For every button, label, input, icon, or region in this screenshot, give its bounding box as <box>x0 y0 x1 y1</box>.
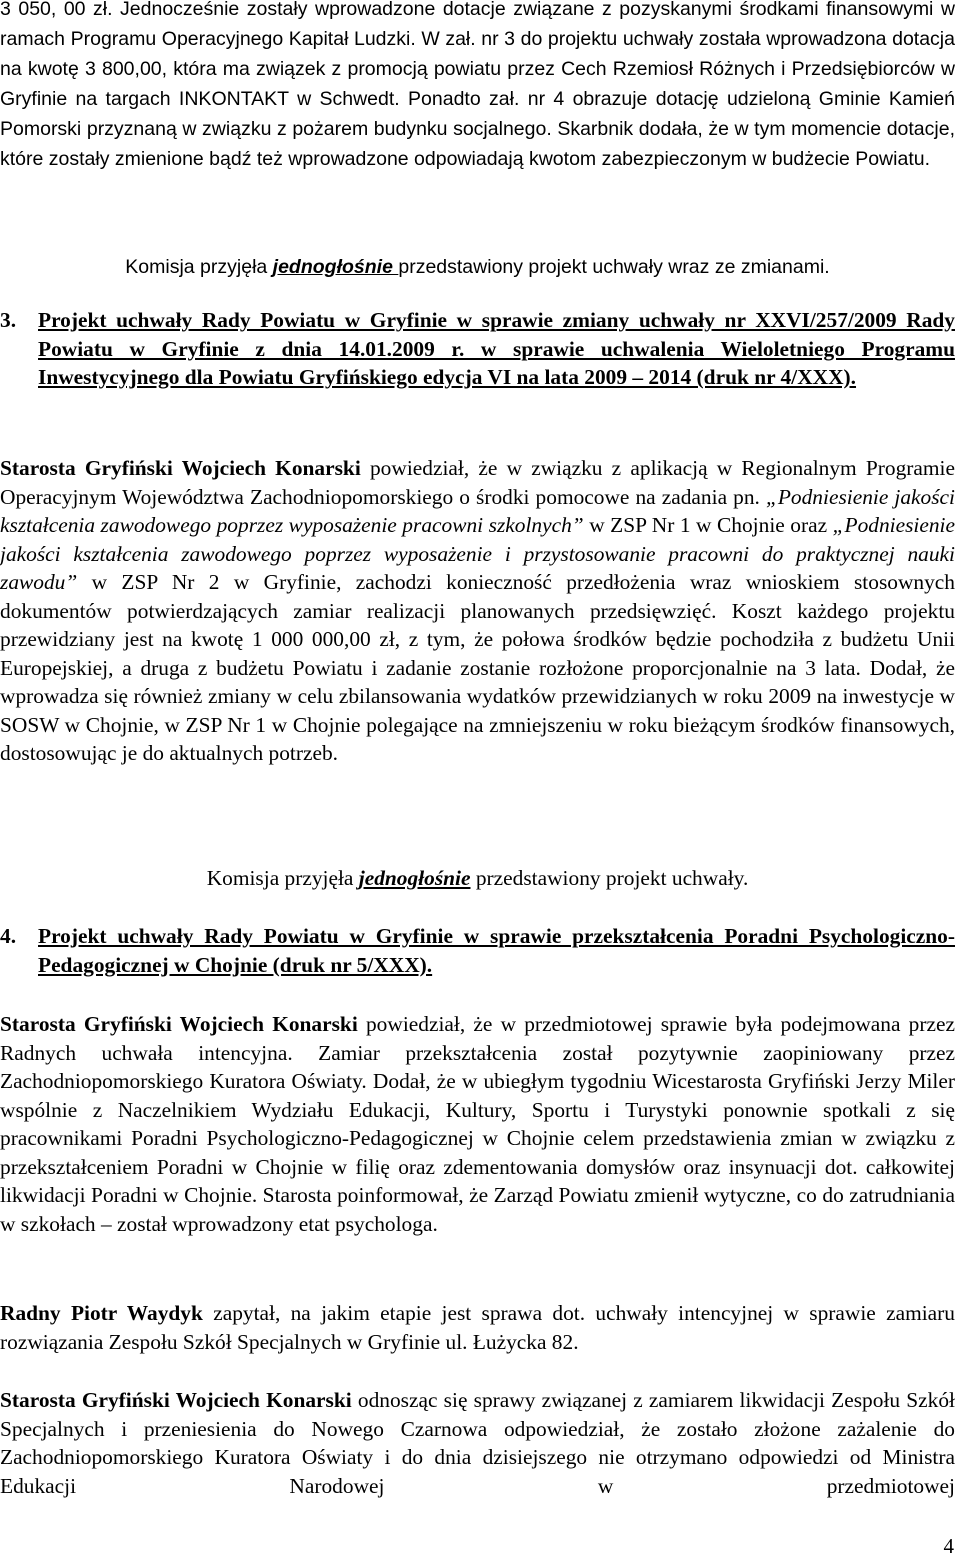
paragraph-text: zapytał, na jakim etapie jest sprawa dot. uchwały intencyjnej w sprawie zamiaru rozwiązania Zespołu Szkół Specjalnych w Gryfinie ul. Łużycka 82. <box>0 1301 955 1354</box>
paragraph-text: powiedział, że w związku z aplikacją w Regionalnym Programie Operacyjnym Województwa Zachodniopomorskiego o środki pomocowe na zadania pn. <box>0 456 955 509</box>
paragraph-budget-dotations <box>0 0 955 174</box>
page-number: 4 <box>943 1534 954 1558</box>
project-title-2: „Podniesienie jakości kształcenia zawodowego poprzez wyposażenie i przystosowanie pracowni do praktycznej nauki zawodu” <box>0 513 955 594</box>
paragraph-text: powiedział, że w przedmiotowej sprawie była podejmowana przez Radnych uchwała intencyjna. Zamiar przekształcenia został pozytywnie zaopiniowany przez Zachodniopomorskiego Kuratora Oświaty. Dodał, że w ubiegłym tygodniu Wicestarosta Gryfiński Jerzy Miler wspólnie z Naczelnikiem Wydziału Edukacji, Kultury, Sportu i Turystyki ponownie spotkali z się pracownikami Poradni Psychologiczno-Pedagogicznej w Chojnie celem przedstawienia zmian w związku z przekształceniem Poradni w Chojnie w filię oraz zdementowania domysłów oraz insynuacji dot. całkowitej likwidacji Poradni w Chojnie. Starosta poinformował, że Zarząd Powiatu zmienił wytyczne, co do zatrudniania w szkołach – został wprowadzony etat psychologa. <box>0 1012 955 1236</box>
vote-text-after: przedstawiony projekt uchwały wraz ze zmianami. <box>398 256 830 278</box>
paragraph-text: w ZSP Nr 1 w Chojnie oraz <box>583 513 833 537</box>
item-heading: Projekt uchwały Rady Powiatu w Gryfinie w sprawie zmiany uchwały nr XXVI/257/2009 Rady Powiatu w Gryfinie z dnia 14.01.2009 r. w sprawie uchwalenia Wieloletniego Programu Inwestycyjnego dla Powiatu Gryfińskiego edycja VI na lata 2009 – 2014 (druk nr 4/XXX). <box>38 308 955 389</box>
speaker-name: Starosta Gryfiński Wojciech Konarski <box>0 456 361 480</box>
speaker-name: Starosta Gryfiński Wojciech Konarski <box>0 1388 352 1412</box>
speaker-name: Radny Piotr Waydyk <box>0 1301 203 1325</box>
item-number: 4. <box>0 924 17 948</box>
item-number: 3. <box>0 308 17 332</box>
item-heading: Projekt uchwały Rady Powiatu w Gryfinie w sprawie przekształcenia Poradni Psychologiczno-Pedagogicznej w Chojnie (druk nr 5/XXX). <box>38 924 955 977</box>
paragraph-text: odnosząc się sprawy związanej z zamiarem likwidacji Zespołu Szkół Specjalnych i przeniesienia do Nowego Czarnowa odpowiedział, że zostało złożone zażalenie do Zachodniopomorskiego Kuratora Oświaty i do dnia dzisiejszego nie otrzymano odpowiedzi od Ministra Edukacji Narodowej w przedmiotowej <box>0 1388 955 1498</box>
paragraph-rpo-application <box>0 454 955 768</box>
speaker-name: Starosta Gryfiński Wojciech Konarski <box>0 1012 358 1036</box>
paragraph-text: 3 050, 00 zł. Jednocześnie zostały wprowadzone dotacje związane z pozyskanymi środkami finansowymi w ramach Programu Operacyjnego Kapitał Ludzki. W zał. nr 3 do projektu uchwały została wprowadzona dotacja na kwotę 3 800,00, która ma związek z promocją powiatu przez Cech Rzemiosł Różnych i Przedsiębiorców w Gryfinie na targach INKONTAKT w Schwedt. Ponadto zał. nr 4 obrazuje dotację udzieloną Gminie Kamień Pomorski przyznaną w związku z pożarem budynku socjalnego. Skarbnik dodała, że w tym momencie dotacje, które zostały zmienione bądź też wprowadzone odpowiadają kwotom zabezpieczonym w budżecie Powiatu. <box>0 0 955 170</box>
commission-vote-1 <box>0 253 955 283</box>
vote-unanimous-label: jednogłośnie <box>358 866 471 890</box>
project-title-1: „Podniesienie jakości kształcenia zawodowego poprzez wyposażenie pracowni szkolnych” <box>0 484 955 537</box>
paragraph-special-schools <box>0 1386 955 1500</box>
paragraph-text: w ZSP Nr 2 w Gryfinie, zachodzi konieczność przedłożenia wraz wnioskiem stosownych dokumentów potwierdzających zamiar realizacji planowanych przedsięwzięć. Koszt każdego projektu przewidziany jest na kwotę 1 000 000,00 zł, z tym, że połowa środków będzie pochodziła z budżetu Unii Europejskiej, a druga z budżetu Powiatu i zadanie zostanie rozłożone proporcjonalnie na 3 lata. Dodał, że wprowadza się również zmiany w celu zbilansowania wydatków przewidzianych w roku 2009 na inwestycje w SOSW w Chojnie, w ZSP Nr 1 w Chojnie polegające na zmniejszeniu w roku bieżącym środków finansowych, dostosowując je do aktualnych potrzeb. <box>0 570 955 765</box>
vote-text-after: przedstawiony projekt uchwały. <box>470 866 749 890</box>
paragraph-counseling-center <box>0 1010 955 1238</box>
vote-text-before: Komisja przyjęła <box>206 866 359 890</box>
vote-text-before: Komisja przyjęła <box>125 256 273 278</box>
paragraph-councillor-question <box>0 1299 955 1356</box>
commission-vote-2 <box>0 864 955 893</box>
vote-unanimous-label: jednogłośnie <box>272 256 399 278</box>
